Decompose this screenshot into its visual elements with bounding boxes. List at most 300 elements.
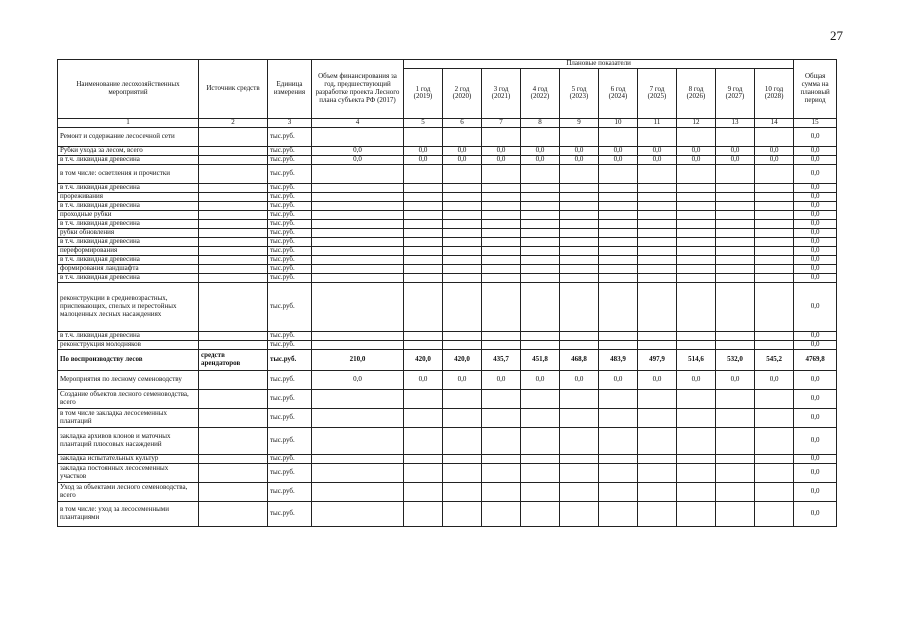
activity-name-cell: прореживания [58,193,199,202]
value-cell: 468,8 [560,350,599,371]
unit-cell: тыс.руб. [268,147,312,156]
value-cell: 420,0 [404,350,443,371]
value-cell [521,211,560,220]
value-cell [312,265,404,274]
header-year: 7 год (2025) [638,68,677,118]
value-cell [755,229,794,238]
value-cell [443,332,482,341]
table-row [58,283,837,332]
value-cell [755,193,794,202]
total-cell: 0,0 [794,147,837,156]
unit-cell: тыс.руб. [268,274,312,283]
value-cell [560,229,599,238]
table-row [58,341,837,350]
value-cell [599,220,638,229]
value-cell [599,238,638,247]
source-cell [199,341,268,350]
value-cell [443,128,482,147]
value-cell: 0,0 [677,156,716,165]
value-cell [560,390,599,409]
value-cell [443,220,482,229]
value-cell [521,332,560,341]
value-cell: 0,0 [755,147,794,156]
value-cell [638,265,677,274]
value-cell [638,229,677,238]
value-cell [312,211,404,220]
value-cell [716,247,755,256]
value-cell [677,229,716,238]
value-cell [638,502,677,527]
value-cell [716,428,755,455]
value-cell [404,332,443,341]
value-cell [443,229,482,238]
value-cell [482,202,521,211]
table-row [58,193,837,202]
header-year: 2 год (2020) [443,68,482,118]
value-cell [521,247,560,256]
value-cell [677,202,716,211]
value-cell: 497,9 [638,350,677,371]
value-cell [404,238,443,247]
value-cell [560,184,599,193]
value-cell [521,455,560,464]
value-cell [312,332,404,341]
value-cell [677,341,716,350]
value-cell [677,165,716,184]
value-cell [560,274,599,283]
value-cell [716,265,755,274]
value-cell [521,184,560,193]
value-cell [482,274,521,283]
value-cell [404,247,443,256]
value-cell [312,455,404,464]
source-cell [199,165,268,184]
unit-cell: тыс.руб. [268,128,312,147]
source-cell [199,483,268,502]
value-cell [443,428,482,455]
unit-cell: тыс.руб. [268,211,312,220]
value-cell [443,211,482,220]
value-cell [638,211,677,220]
value-cell [521,483,560,502]
column-number: 3 [268,119,312,128]
value-cell [560,128,599,147]
column-number: 13 [716,119,755,128]
value-cell [482,332,521,341]
value-cell: 0,0 [560,147,599,156]
value-cell [755,247,794,256]
value-cell [638,220,677,229]
header-year: 9 год (2027) [716,68,755,118]
value-cell [677,211,716,220]
value-cell [755,165,794,184]
value-cell [677,247,716,256]
column-number: 8 [521,119,560,128]
value-cell: 0,0 [404,371,443,390]
total-cell: 0,0 [794,283,837,332]
source-cell [199,238,268,247]
value-cell [312,464,404,483]
table-row [58,128,837,147]
value-cell: 545,2 [755,350,794,371]
activity-name-cell: проходные рубки [58,211,199,220]
activity-name-cell: закладка испытательных культур [58,455,199,464]
value-cell [482,220,521,229]
page-number: 27 [830,28,843,43]
table-row [58,274,837,283]
value-cell [755,128,794,147]
value-cell [404,220,443,229]
activity-name-cell: Мероприятия по лесному семеноводству [58,371,199,390]
value-cell: 483,9 [599,350,638,371]
column-number: 11 [638,119,677,128]
value-cell [482,502,521,527]
value-cell [312,184,404,193]
value-cell [560,256,599,265]
value-cell [677,238,716,247]
table-row [58,332,837,341]
value-cell [716,502,755,527]
value-cell [404,502,443,527]
value-cell [443,464,482,483]
value-cell [755,184,794,193]
value-cell [599,483,638,502]
value-cell [443,455,482,464]
activity-name-cell: в т.ч. ликвидная древесина [58,256,199,265]
value-cell [482,184,521,193]
value-cell [482,390,521,409]
value-cell [716,455,755,464]
value-cell [716,220,755,229]
activity-name-cell: закладка постоянных лесосеменных участков [58,464,199,483]
value-cell [716,409,755,428]
source-cell [199,184,268,193]
value-cell [482,483,521,502]
value-cell [312,256,404,265]
value-cell [482,409,521,428]
value-cell [638,283,677,332]
value-cell [404,455,443,464]
value-cell: 0,0 [404,156,443,165]
source-cell [199,147,268,156]
value-cell [755,409,794,428]
value-cell: 0,0 [716,147,755,156]
value-cell: 514,6 [677,350,716,371]
header-unit: Единица измерения [268,60,312,119]
total-cell: 0,0 [794,156,837,165]
value-cell [521,409,560,428]
value-cell [677,274,716,283]
value-cell [599,464,638,483]
value-cell [521,502,560,527]
value-cell [443,483,482,502]
table-row [58,211,837,220]
activity-name-cell: в том числе: уход за лесосеменными плантациями [58,502,199,527]
total-cell: 0,0 [794,341,837,350]
value-cell: 451,8 [521,350,560,371]
activity-name-cell: в т.ч. ликвидная древесина [58,202,199,211]
value-cell: 0,0 [312,371,404,390]
table-row [58,247,837,256]
column-number: 9 [560,119,599,128]
value-cell: 0,0 [638,156,677,165]
value-cell: 0,0 [521,371,560,390]
column-number: 14 [755,119,794,128]
header-year: 1 год (2019) [404,68,443,118]
value-cell [599,341,638,350]
value-cell [599,409,638,428]
value-cell: 0,0 [312,156,404,165]
table-row [58,256,837,265]
column-number: 5 [404,119,443,128]
activity-name-cell: в том числе закладка лесосеменных плантаций [58,409,199,428]
total-cell: 0,0 [794,256,837,265]
table-row [58,220,837,229]
value-cell [755,464,794,483]
value-cell [716,283,755,332]
column-number: 7 [482,119,521,128]
value-cell [716,483,755,502]
value-cell [521,283,560,332]
value-cell: 532,0 [716,350,755,371]
value-cell [716,202,755,211]
value-cell: 0,0 [716,156,755,165]
value-cell [599,390,638,409]
value-cell [677,193,716,202]
value-cell [312,502,404,527]
value-cell [443,256,482,265]
value-cell [599,193,638,202]
value-cell [312,128,404,147]
value-cell [677,256,716,265]
value-cell [443,165,482,184]
activity-name-cell: Рубки ухода за лесом, всего [58,147,199,156]
total-cell: 0,0 [794,238,837,247]
value-cell [521,390,560,409]
source-cell [199,332,268,341]
value-cell [599,128,638,147]
value-cell [443,341,482,350]
value-cell [755,220,794,229]
total-cell: 0,0 [794,165,837,184]
value-cell [312,341,404,350]
value-cell [521,464,560,483]
table-row [58,455,837,464]
value-cell [312,238,404,247]
value-cell [599,256,638,265]
value-cell [599,283,638,332]
unit-cell: тыс.руб. [268,256,312,265]
value-cell: 0,0 [521,147,560,156]
value-cell [716,193,755,202]
table-row [58,147,837,156]
value-cell [755,332,794,341]
value-cell [716,229,755,238]
value-cell [312,229,404,238]
value-cell [443,193,482,202]
header-source: Источник средств [199,60,268,119]
header-year: 5 год (2023) [560,68,599,118]
column-number: 6 [443,119,482,128]
value-cell [404,229,443,238]
value-cell [677,455,716,464]
value-cell: 435,7 [482,350,521,371]
header-year: 4 год (2022) [521,68,560,118]
value-cell [716,128,755,147]
value-cell [560,283,599,332]
value-cell [638,409,677,428]
value-cell [404,483,443,502]
value-cell [599,229,638,238]
value-cell [482,283,521,332]
value-cell [560,193,599,202]
value-cell [638,455,677,464]
value-cell [443,502,482,527]
source-cell [199,428,268,455]
source-cell: средств арендаторов [199,350,268,371]
value-cell: 0,0 [638,371,677,390]
activity-name-cell: закладка архивов клонов и маточных плантаций плюсовых насаждений [58,428,199,455]
unit-cell: тыс.руб. [268,390,312,409]
value-cell [443,409,482,428]
table-row [58,238,837,247]
value-cell [312,193,404,202]
source-cell [199,283,268,332]
value-cell [638,256,677,265]
table-row [58,202,837,211]
unit-cell: тыс.руб. [268,193,312,202]
header-year: 6 год (2024) [599,68,638,118]
value-cell [312,483,404,502]
unit-cell: тыс.руб. [268,202,312,211]
value-cell [677,409,716,428]
total-cell: 0,0 [794,202,837,211]
value-cell [677,332,716,341]
value-cell [404,341,443,350]
value-cell [560,428,599,455]
value-cell: 0,0 [312,147,404,156]
value-cell [677,483,716,502]
table-row [58,229,837,238]
value-cell [482,193,521,202]
source-cell [199,211,268,220]
value-cell [312,283,404,332]
value-cell [521,265,560,274]
header-planned: Плановые показатели [404,60,794,69]
value-cell [521,193,560,202]
value-cell: 0,0 [599,147,638,156]
value-cell [755,428,794,455]
activity-name-cell: Создание объектов лесного семеноводства, всего [58,390,199,409]
total-cell: 0,0 [794,184,837,193]
value-cell [443,265,482,274]
value-cell [560,341,599,350]
activity-name-cell: рубки обновления [58,229,199,238]
unit-cell: тыс.руб. [268,332,312,341]
value-cell [482,128,521,147]
total-cell: 0,0 [794,128,837,147]
total-cell: 0,0 [794,390,837,409]
value-cell [716,238,755,247]
value-cell [404,409,443,428]
value-cell [560,455,599,464]
value-cell [599,165,638,184]
source-cell [199,274,268,283]
header-year: 8 год (2026) [677,68,716,118]
total-cell: 0,0 [794,265,837,274]
header-volume: Объем финансирования за год, предшествующий разработке проекта Лесного плана субъекта РФ (2017) [312,60,404,119]
value-cell [716,274,755,283]
value-cell [599,428,638,455]
value-cell [482,238,521,247]
value-cell [404,256,443,265]
value-cell [716,332,755,341]
value-cell [312,247,404,256]
value-cell [599,332,638,341]
value-cell: 0,0 [443,156,482,165]
total-cell: 4769,8 [794,350,837,371]
activity-name-cell: По воспроизводству лесов [58,350,199,371]
value-cell: 0,0 [560,156,599,165]
value-cell [521,274,560,283]
value-cell [716,390,755,409]
activity-name-cell: реконструкция молодняков [58,341,199,350]
value-cell [521,165,560,184]
value-cell [404,464,443,483]
unit-cell: тыс.руб. [268,455,312,464]
value-cell [560,238,599,247]
header-total: Общая сумма на плановый период [794,60,837,119]
activity-name-cell: формирования ландшафта [58,265,199,274]
total-cell: 0,0 [794,211,837,220]
value-cell [482,247,521,256]
value-cell [716,165,755,184]
source-cell [199,220,268,229]
value-cell [521,256,560,265]
value-cell [755,265,794,274]
value-cell [482,211,521,220]
value-cell: 0,0 [443,147,482,156]
value-cell: 0,0 [404,147,443,156]
value-cell: 0,0 [677,371,716,390]
value-cell [755,283,794,332]
unit-cell: тыс.руб. [268,220,312,229]
value-cell [404,165,443,184]
value-cell: 0,0 [716,371,755,390]
value-cell [677,464,716,483]
unit-cell: тыс.руб. [268,428,312,455]
value-cell [755,455,794,464]
value-cell: 0,0 [599,371,638,390]
column-number: 1 [58,119,199,128]
value-cell [599,202,638,211]
value-cell [312,428,404,455]
column-number: 2 [199,119,268,128]
value-cell: 210,0 [312,350,404,371]
value-cell [638,428,677,455]
header-year: 10 год (2028) [755,68,794,118]
value-cell: 420,0 [443,350,482,371]
value-cell [755,483,794,502]
unit-cell: тыс.руб. [268,502,312,527]
value-cell [312,202,404,211]
source-cell [199,202,268,211]
value-cell [560,464,599,483]
value-cell [560,332,599,341]
value-cell [482,229,521,238]
value-cell [599,455,638,464]
value-cell [443,184,482,193]
